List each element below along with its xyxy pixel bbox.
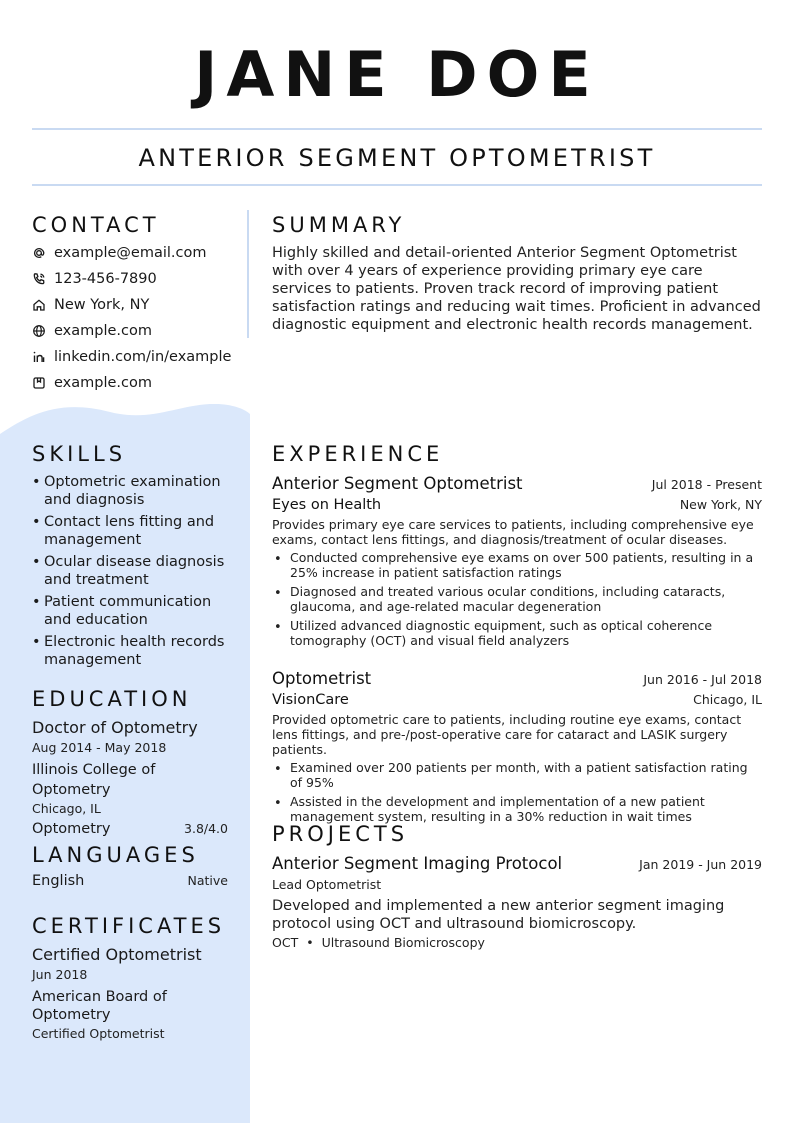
- certificate-name: Certified Optometrist: [32, 945, 202, 964]
- summary-heading: SUMMARY: [272, 213, 406, 237]
- globe-icon: [32, 324, 46, 338]
- tag-separator-icon: •: [306, 935, 314, 950]
- experience-heading: EXPERIENCE: [272, 442, 444, 466]
- education-degree: Doctor of Optometry: [32, 718, 198, 737]
- experience-job: [272, 473, 762, 652]
- contact-location-text: New York, NY: [54, 297, 150, 313]
- project-dates: Jan 2019 - Jun 2019: [639, 857, 762, 872]
- language-name: English: [32, 873, 85, 889]
- language-row: [32, 873, 228, 889]
- projects-heading: PROJECTS: [272, 822, 409, 846]
- education-field: Optometry: [32, 821, 111, 837]
- contact-heading: CONTACT: [32, 213, 160, 237]
- education-school: Illinois College of Optometry: [32, 762, 156, 798]
- experience-job: [272, 668, 762, 828]
- certificate-detail: Certified Optometrist: [32, 1026, 165, 1041]
- header-bottom-rule: [32, 184, 762, 186]
- contact-linkedin[interactable]: [32, 347, 231, 367]
- job-title: Optometrist: [272, 669, 372, 688]
- education-location: Chicago, IL: [32, 801, 101, 816]
- column-divider: [247, 210, 249, 338]
- education-dates: Aug 2014 - May 2018: [32, 740, 167, 755]
- header-top-rule: [32, 128, 762, 130]
- summary-text: Highly skilled and detail-oriented Anterior Segment Optometrist with over 4 years of experience providing primary eye care services to patients. Proven track record of improving patient satisfaction ratings and reducing wait times. Proficient in advanced diagnostic equipment and electronic health records management.: [272, 245, 761, 333]
- achievement-item: • Diagnosed and treated various ocular conditions, including cataracts, glaucoma, and age-related macular degeneration: [272, 584, 762, 614]
- certificate-date: Jun 2018: [32, 967, 88, 982]
- contact-linkedin-text: linkedin.com/in/example: [54, 349, 232, 365]
- job-achievements: [272, 760, 762, 824]
- contact-phone[interactable]: [32, 269, 157, 289]
- skill-item: • Electronic health records management: [32, 633, 228, 669]
- home-icon: [32, 298, 46, 312]
- contact-email[interactable]: [32, 243, 206, 263]
- project-tag: OCT: [272, 935, 299, 950]
- job-dates: Jun 2016 - Jul 2018: [643, 672, 762, 687]
- job-company: Eyes on Health: [272, 497, 382, 513]
- project-title: Anterior Segment Imaging Protocol: [272, 854, 563, 873]
- candidate-name: JANE DOE: [194, 38, 600, 111]
- skills-heading: SKILLS: [32, 442, 127, 466]
- job-achievements: [272, 550, 762, 648]
- job-description: Provided optometric care to patients, including routine eye exams, contact lens fittings, and pre-/post-operative care for cataract and LASIK surgery patients.: [272, 712, 742, 757]
- education-entry: [32, 718, 228, 837]
- skill-item: • Contact lens fitting and management: [32, 513, 228, 549]
- job-location: Chicago, IL: [693, 692, 762, 707]
- achievement-item: • Utilized advanced diagnostic equipment, such as optical coherence tomography (OCT) and visual field analyzers: [272, 618, 762, 648]
- job-location: New York, NY: [679, 497, 762, 512]
- job-title-heading: ANTERIOR SEGMENT OPTOMETRIST: [138, 144, 656, 172]
- education-gpa: 3.8/4.0: [184, 821, 228, 836]
- job-company: VisionCare: [272, 692, 349, 708]
- project-entry: [272, 853, 762, 950]
- phone-icon: [32, 272, 46, 286]
- project-description: Developed and implemented a new anterior segment imaging protocol using OCT and ultrasound biomicroscopy.: [272, 898, 725, 932]
- job-title: Anterior Segment Optometrist: [272, 474, 523, 493]
- portfolio-icon: [32, 376, 46, 390]
- certificate-name: American Board of Optometry: [32, 989, 167, 1023]
- contact-website-text: example.com: [54, 323, 152, 339]
- achievement-item: • Examined over 200 patients per month, with a patient satisfaction rating of 95%: [272, 760, 762, 790]
- education-heading: EDUCATION: [32, 687, 192, 711]
- skill-item: • Optometric examination and diagnosis: [32, 473, 228, 509]
- project-tag: Ultrasound Biomicroscopy: [321, 935, 485, 950]
- job-dates: Jul 2018 - Present: [651, 477, 762, 492]
- contact-portfolio[interactable]: [32, 373, 152, 393]
- at-sign-icon: [32, 246, 46, 260]
- skills-list: [32, 473, 228, 673]
- language-level: Native: [187, 873, 228, 888]
- achievement-item: • Conducted comprehensive eye exams on over 500 patients, resulting in a 25% increase in patient satisfaction ratings: [272, 550, 762, 580]
- contact-portfolio-text: example.com: [54, 375, 152, 391]
- certificates-heading: CERTIFICATES: [32, 914, 226, 938]
- project-role: Lead Optometrist: [272, 877, 382, 892]
- job-description: Provides primary eye care services to patients, including comprehensive eye exams, contact lens fittings, and diagnosis/treatment of ocular diseases.: [272, 517, 754, 547]
- contact-phone-text: 123-456-7890: [54, 271, 157, 287]
- skill-item: • Patient communication and education: [32, 593, 228, 629]
- project-tags: [272, 935, 762, 950]
- contact-location: [32, 295, 149, 315]
- certificates-list: [32, 945, 228, 1042]
- achievement-item: • Assisted in the development and implementation of a new patient management system, resulting in a 30% reduction in wait times: [272, 794, 762, 824]
- skill-item: • Ocular disease diagnosis and treatment: [32, 553, 228, 589]
- contact-website[interactable]: [32, 321, 152, 341]
- linkedin-icon: [32, 350, 46, 364]
- contact-email-text: example@email.com: [54, 245, 207, 261]
- languages-heading: LANGUAGES: [32, 843, 199, 867]
